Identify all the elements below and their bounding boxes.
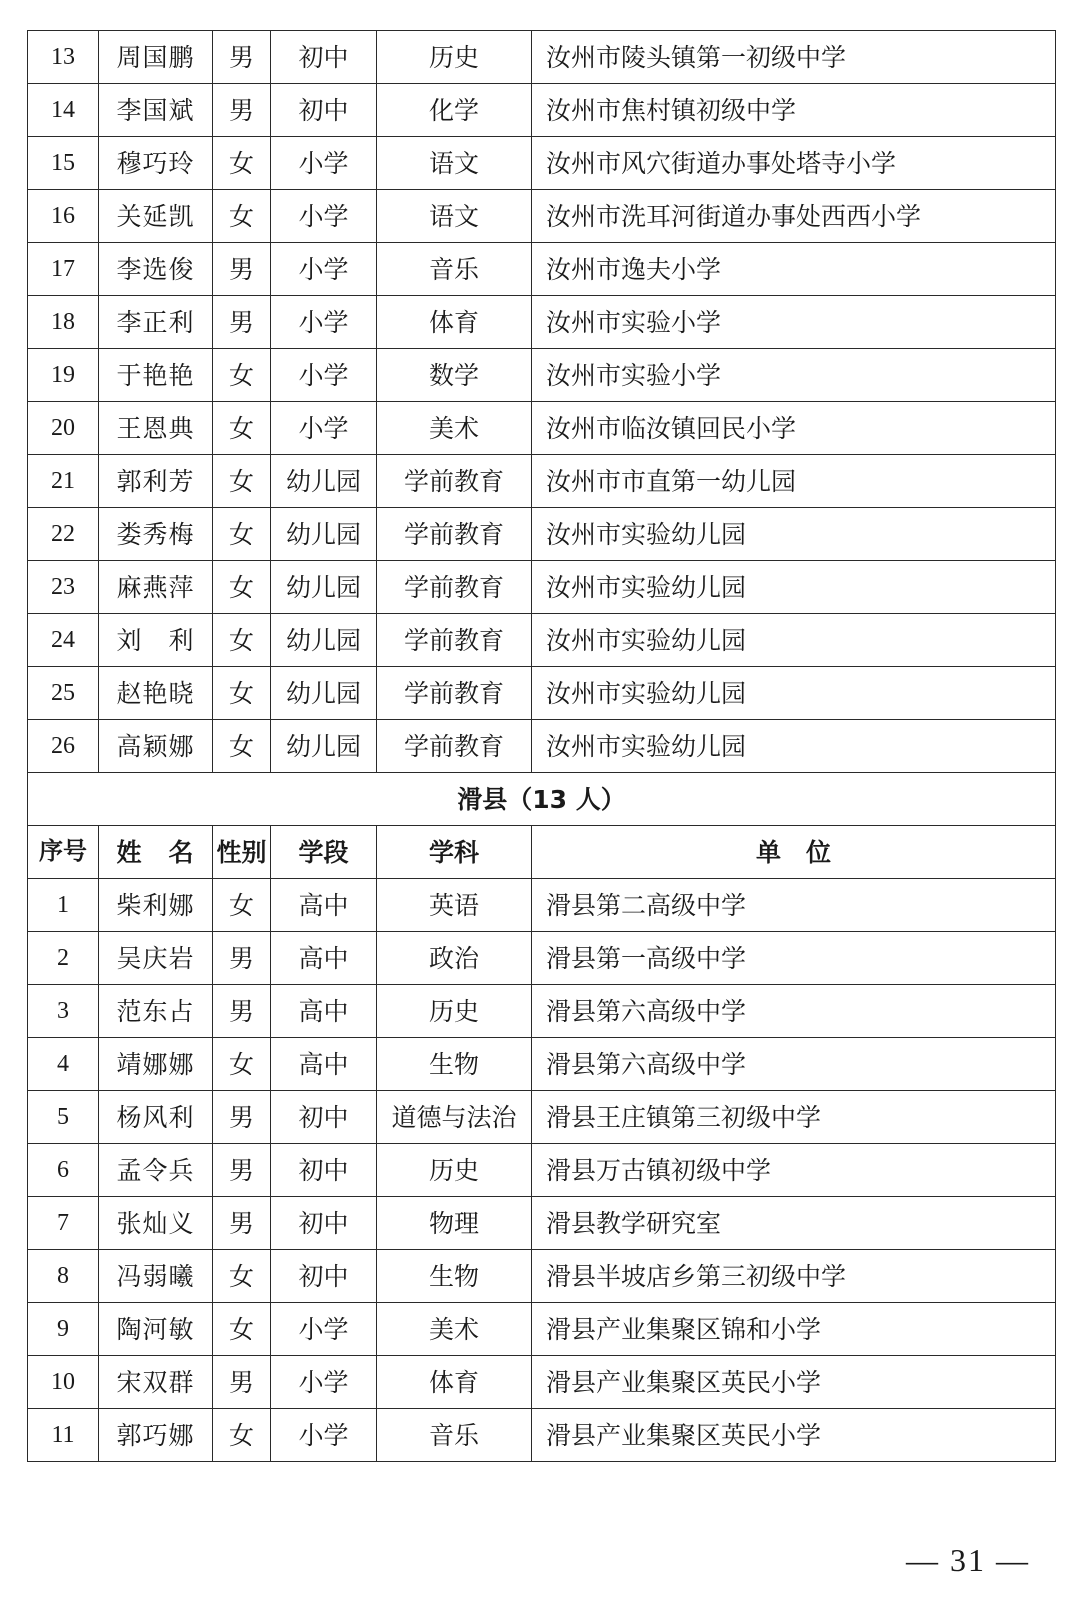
cell-unit: 汝州市实验小学 xyxy=(532,349,1056,402)
cell-name: 穆巧玲 xyxy=(99,137,213,190)
cell-num: 9 xyxy=(28,1303,99,1356)
cell-subject: 语文 xyxy=(377,137,532,190)
cell-gender: 男 xyxy=(213,932,271,985)
cell-subject: 生物 xyxy=(377,1250,532,1303)
table-row xyxy=(28,349,1056,402)
cell-name: 杨风利 xyxy=(99,1091,213,1144)
table-row xyxy=(28,1250,1056,1303)
table-row xyxy=(28,614,1056,667)
cell-unit: 汝州市市直第一幼儿园 xyxy=(532,455,1056,508)
cell-stage: 高中 xyxy=(271,932,377,985)
cell-gender: 女 xyxy=(213,402,271,455)
cell-subject: 学前教育 xyxy=(377,614,532,667)
cell-unit: 汝州市实验幼儿园 xyxy=(532,508,1056,561)
cell-num: 22 xyxy=(28,508,99,561)
cell-unit: 汝州市实验幼儿园 xyxy=(532,614,1056,667)
cell-subject: 体育 xyxy=(377,1356,532,1409)
cell-unit: 滑县半坡店乡第三初级中学 xyxy=(532,1250,1056,1303)
cell-name: 冯弱曦 xyxy=(99,1250,213,1303)
cell-unit: 汝州市实验小学 xyxy=(532,296,1056,349)
cell-subject: 体育 xyxy=(377,296,532,349)
cell-name: 范东占 xyxy=(99,985,213,1038)
cell-unit: 滑县王庄镇第三初级中学 xyxy=(532,1091,1056,1144)
cell-stage: 初中 xyxy=(271,84,377,137)
cell-name: 于艳艳 xyxy=(99,349,213,402)
cell-stage: 小学 xyxy=(271,1356,377,1409)
cell-gender: 女 xyxy=(213,1038,271,1091)
cell-stage: 初中 xyxy=(271,1197,377,1250)
page-number: — 31 — xyxy=(906,1542,1030,1578)
cell-subject: 美术 xyxy=(377,402,532,455)
lower-table-body xyxy=(28,879,1056,1462)
cell-num: 8 xyxy=(28,1250,99,1303)
table-row xyxy=(28,296,1056,349)
cell-gender: 女 xyxy=(213,349,271,402)
table-row xyxy=(28,1303,1056,1356)
cell-name: 赵艳晓 xyxy=(99,667,213,720)
cell-stage: 幼儿园 xyxy=(271,720,377,773)
cell-stage: 初中 xyxy=(271,1091,377,1144)
cell-name: 李国斌 xyxy=(99,84,213,137)
cell-num: 4 xyxy=(28,1038,99,1091)
cell-stage: 小学 xyxy=(271,1303,377,1356)
table-row xyxy=(28,1144,1056,1197)
cell-num: 20 xyxy=(28,402,99,455)
table-row xyxy=(28,1197,1056,1250)
cell-stage: 高中 xyxy=(271,879,377,932)
cell-num: 1 xyxy=(28,879,99,932)
cell-unit: 滑县产业集聚区英民小学 xyxy=(532,1356,1056,1409)
cell-gender: 女 xyxy=(213,667,271,720)
cell-gender: 女 xyxy=(213,614,271,667)
table-row xyxy=(28,190,1056,243)
cell-subject: 学前教育 xyxy=(377,455,532,508)
table-row xyxy=(28,667,1056,720)
cell-gender: 男 xyxy=(213,1197,271,1250)
table-row xyxy=(28,720,1056,773)
cell-num: 17 xyxy=(28,243,99,296)
cell-stage: 幼儿园 xyxy=(271,455,377,508)
cell-name: 郭利芳 xyxy=(99,455,213,508)
section-title-row xyxy=(28,773,1056,826)
cell-unit: 滑县第一高级中学 xyxy=(532,932,1056,985)
header-stage: 学段 xyxy=(271,826,377,879)
cell-gender: 女 xyxy=(213,1409,271,1462)
cell-subject: 历史 xyxy=(377,1144,532,1197)
cell-gender: 男 xyxy=(213,296,271,349)
cell-stage: 小学 xyxy=(271,190,377,243)
cell-unit: 滑县万古镇初级中学 xyxy=(532,1144,1056,1197)
cell-name: 吴庆岩 xyxy=(99,932,213,985)
cell-gender: 男 xyxy=(213,84,271,137)
cell-gender: 男 xyxy=(213,1144,271,1197)
cell-gender: 女 xyxy=(213,1303,271,1356)
cell-unit: 汝州市逸夫小学 xyxy=(532,243,1056,296)
cell-subject: 音乐 xyxy=(377,1409,532,1462)
cell-subject: 英语 xyxy=(377,879,532,932)
cell-num: 24 xyxy=(28,614,99,667)
cell-gender: 女 xyxy=(213,508,271,561)
cell-name: 郭巧娜 xyxy=(99,1409,213,1462)
header-name: 姓 名 xyxy=(99,826,213,879)
roster-table xyxy=(27,30,1056,1462)
cell-unit: 滑县第六高级中学 xyxy=(532,985,1056,1038)
cell-stage: 小学 xyxy=(271,1409,377,1462)
cell-gender: 女 xyxy=(213,879,271,932)
cell-gender: 男 xyxy=(213,31,271,84)
cell-stage: 初中 xyxy=(271,1250,377,1303)
cell-num: 14 xyxy=(28,84,99,137)
cell-name: 刘 利 xyxy=(99,614,213,667)
table-row xyxy=(28,243,1056,296)
cell-unit: 汝州市洗耳河街道办事处西西小学 xyxy=(532,190,1056,243)
upper-table-body xyxy=(28,31,1056,773)
cell-unit: 滑县产业集聚区英民小学 xyxy=(532,1409,1056,1462)
table-row xyxy=(28,508,1056,561)
cell-num: 23 xyxy=(28,561,99,614)
cell-num: 25 xyxy=(28,667,99,720)
cell-unit: 汝州市陵头镇第一初级中学 xyxy=(532,31,1056,84)
cell-subject: 生物 xyxy=(377,1038,532,1091)
cell-gender: 女 xyxy=(213,137,271,190)
cell-gender: 女 xyxy=(213,720,271,773)
cell-stage: 小学 xyxy=(271,243,377,296)
cell-num: 6 xyxy=(28,1144,99,1197)
cell-num: 5 xyxy=(28,1091,99,1144)
cell-subject: 学前教育 xyxy=(377,720,532,773)
cell-subject: 物理 xyxy=(377,1197,532,1250)
column-header-row xyxy=(28,826,1056,879)
cell-num: 18 xyxy=(28,296,99,349)
section-title: 滑县（13 人） xyxy=(28,773,1056,826)
cell-subject: 语文 xyxy=(377,190,532,243)
cell-subject: 音乐 xyxy=(377,243,532,296)
header-subject: 学科 xyxy=(377,826,532,879)
cell-name: 张灿义 xyxy=(99,1197,213,1250)
cell-subject: 历史 xyxy=(377,985,532,1038)
table-row xyxy=(28,455,1056,508)
cell-num: 3 xyxy=(28,985,99,1038)
cell-unit: 滑县第二高级中学 xyxy=(532,879,1056,932)
cell-subject: 历史 xyxy=(377,31,532,84)
cell-name: 娄秀梅 xyxy=(99,508,213,561)
cell-subject: 学前教育 xyxy=(377,508,532,561)
table-row xyxy=(28,879,1056,932)
cell-unit: 汝州市实验幼儿园 xyxy=(532,561,1056,614)
cell-subject: 化学 xyxy=(377,84,532,137)
cell-num: 7 xyxy=(28,1197,99,1250)
cell-subject: 数学 xyxy=(377,349,532,402)
cell-gender: 女 xyxy=(213,190,271,243)
cell-unit: 汝州市实验幼儿园 xyxy=(532,720,1056,773)
cell-gender: 男 xyxy=(213,243,271,296)
cell-subject: 道德与法治 xyxy=(377,1091,532,1144)
header-num: 序号 xyxy=(28,826,99,879)
cell-name: 关延凯 xyxy=(99,190,213,243)
cell-num: 21 xyxy=(28,455,99,508)
cell-name: 孟令兵 xyxy=(99,1144,213,1197)
table-row xyxy=(28,1038,1056,1091)
cell-unit: 滑县教学研究室 xyxy=(532,1197,1056,1250)
section-block xyxy=(28,773,1056,879)
cell-gender: 男 xyxy=(213,1356,271,1409)
cell-num: 26 xyxy=(28,720,99,773)
cell-unit: 汝州市临汝镇回民小学 xyxy=(532,402,1056,455)
cell-gender: 女 xyxy=(213,1250,271,1303)
cell-stage: 小学 xyxy=(271,349,377,402)
cell-stage: 初中 xyxy=(271,31,377,84)
cell-gender: 男 xyxy=(213,985,271,1038)
cell-name: 麻燕萍 xyxy=(99,561,213,614)
cell-unit: 汝州市风穴街道办事处塔寺小学 xyxy=(532,137,1056,190)
cell-num: 19 xyxy=(28,349,99,402)
cell-stage: 初中 xyxy=(271,1144,377,1197)
table-row xyxy=(28,932,1056,985)
table-row xyxy=(28,1356,1056,1409)
cell-name: 高颖娜 xyxy=(99,720,213,773)
cell-name: 王恩典 xyxy=(99,402,213,455)
cell-subject: 政治 xyxy=(377,932,532,985)
cell-unit: 滑县第六高级中学 xyxy=(532,1038,1056,1091)
cell-gender: 男 xyxy=(213,1091,271,1144)
cell-stage: 高中 xyxy=(271,1038,377,1091)
cell-name: 陶河敏 xyxy=(99,1303,213,1356)
table-row xyxy=(28,402,1056,455)
cell-num: 10 xyxy=(28,1356,99,1409)
table-row xyxy=(28,31,1056,84)
cell-name: 靖娜娜 xyxy=(99,1038,213,1091)
cell-name: 李正利 xyxy=(99,296,213,349)
cell-unit: 滑县产业集聚区锦和小学 xyxy=(532,1303,1056,1356)
cell-gender: 女 xyxy=(213,455,271,508)
cell-stage: 幼儿园 xyxy=(271,561,377,614)
table-row xyxy=(28,1091,1056,1144)
cell-name: 宋双群 xyxy=(99,1356,213,1409)
table-row xyxy=(28,561,1056,614)
header-unit: 单 位 xyxy=(532,826,1056,879)
cell-stage: 高中 xyxy=(271,985,377,1038)
cell-unit: 汝州市焦村镇初级中学 xyxy=(532,84,1056,137)
cell-num: 15 xyxy=(28,137,99,190)
table-row xyxy=(28,985,1056,1038)
cell-stage: 小学 xyxy=(271,137,377,190)
cell-name: 周国鹏 xyxy=(99,31,213,84)
cell-num: 2 xyxy=(28,932,99,985)
table-row xyxy=(28,84,1056,137)
cell-stage: 幼儿园 xyxy=(271,614,377,667)
cell-num: 11 xyxy=(28,1409,99,1462)
cell-unit: 汝州市实验幼儿园 xyxy=(532,667,1056,720)
cell-gender: 女 xyxy=(213,561,271,614)
table-row xyxy=(28,1409,1056,1462)
cell-name: 柴利娜 xyxy=(99,879,213,932)
cell-num: 16 xyxy=(28,190,99,243)
cell-subject: 学前教育 xyxy=(377,561,532,614)
table-row xyxy=(28,137,1056,190)
cell-stage: 小学 xyxy=(271,296,377,349)
cell-stage: 幼儿园 xyxy=(271,508,377,561)
cell-stage: 小学 xyxy=(271,402,377,455)
cell-name: 李选俊 xyxy=(99,243,213,296)
cell-stage: 幼儿园 xyxy=(271,667,377,720)
cell-subject: 美术 xyxy=(377,1303,532,1356)
header-gender: 性别 xyxy=(213,826,271,879)
cell-num: 13 xyxy=(28,31,99,84)
cell-subject: 学前教育 xyxy=(377,667,532,720)
